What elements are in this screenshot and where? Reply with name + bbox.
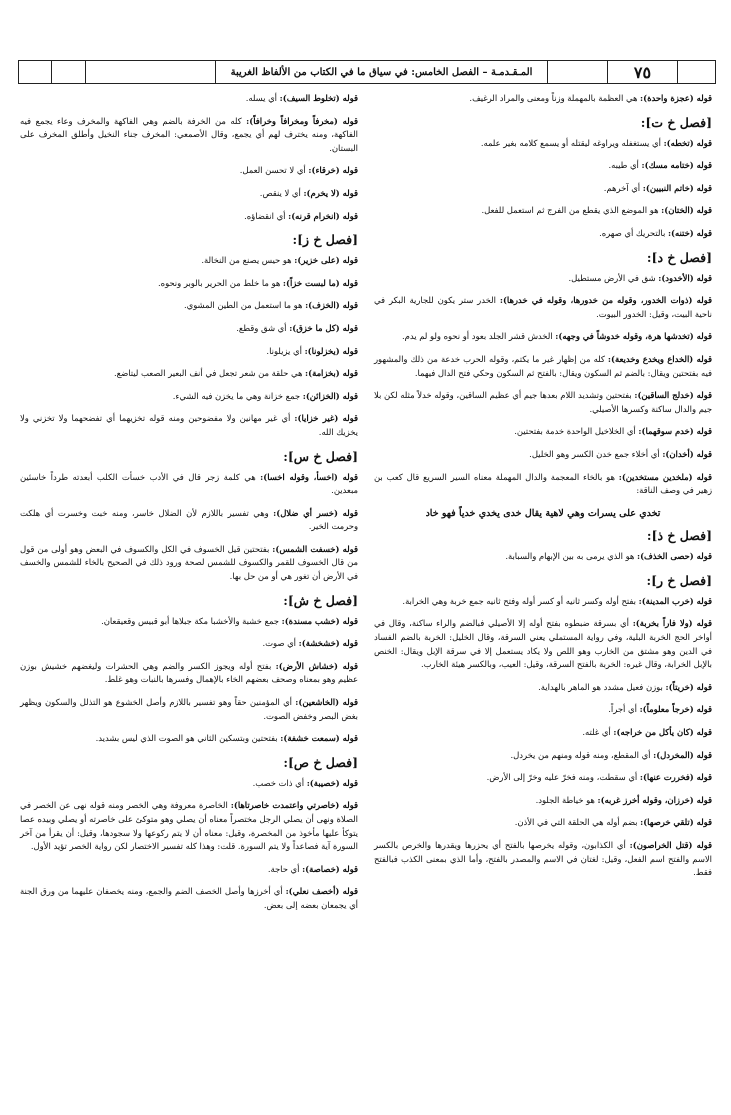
entry-headword: قوله (عجزة واحدة): [640, 93, 712, 103]
glossary-entry [20, 92, 358, 106]
glossary-entry [374, 550, 712, 564]
entry-headword: قوله (انخرام قرنه): [288, 210, 358, 221]
section-heading: [فصل خ ش]: [283, 592, 358, 608]
entry-definition: أي صوت. [262, 638, 299, 649]
entry-definition: أي يسله. [245, 93, 280, 103]
entry-headword: قوله (كل ما خزق): [289, 322, 358, 333]
entry-headword: قوله (الخاشعين): [295, 697, 358, 708]
glossary-entry [374, 137, 712, 151]
entry-headword: قوله (خدلج الساقين): [634, 390, 712, 401]
entry-definition: هي كلمة زجر قال في الأدب خسأت الكلب أبعدته طرداً خاسئين مبعدين. [20, 471, 358, 496]
entry-headword: قوله (تخطه): [663, 137, 712, 148]
entry-headword: قوله (خريتاً): [665, 681, 712, 692]
entry-headword: قوله (خرقاء): [308, 165, 358, 176]
entry-headword: قوله (خرب المدينة): [638, 595, 712, 606]
header-empty-cell [52, 61, 86, 83]
entry-definition: هو حيس يصنع من النخالة. [201, 255, 295, 266]
entry-headword: قوله (تلقي خرصها): [640, 817, 712, 828]
entry-definition: أي الكذابون، وقوله يخرصها بالفتح أي يحزرها ويقدرها والخرص بالكسر الاسم والفتح اسم الفعل، وقيل: لغتان في الاسم والمصدر بالفتح، وأما الذي بمعنى الكذب فبالفتح فقط. [374, 840, 712, 878]
glossary-entry [20, 164, 358, 178]
glossary-entry [20, 299, 358, 313]
entry-definition: الخدر ستر يكون للجارية البكر في ناحية البيت، وقيل: الخدور البيوت. [374, 295, 712, 319]
glossary-entry [374, 681, 712, 695]
entry-headword: قوله (ختامه مسك): [641, 160, 712, 171]
section-heading: [فصل خ د]: [646, 249, 712, 265]
header-empty-cell [86, 61, 216, 83]
section-heading: [فصل خ ذ]: [646, 528, 712, 544]
entry-definition: أي شق وقطع. [236, 322, 290, 333]
entry-headword: قوله (خصاصة): [302, 863, 358, 874]
entry-definition: هي حلقة من شعر تجعل في أنف البعير الصعب ليتاضع. [113, 368, 306, 379]
entry-definition: بوزن فعيل مشدد هو الماهر بالهداية. [538, 681, 666, 692]
glossary-entry [20, 660, 358, 687]
entry-headword: قوله (خشب مسندة): [281, 615, 358, 626]
glossary-entry [374, 749, 712, 763]
glossary-entry [20, 885, 358, 912]
entry-definition: أي أخرزها وأصل الخصف الضم والجمع، ومنه يخصفان عليهما من ورق الجنة أي يجمعان بعضه إلى بعض. [20, 886, 358, 910]
glossary-entry [374, 617, 712, 671]
entry-definition: أي انقضاؤه. [244, 210, 289, 221]
right-text-column [374, 92, 712, 889]
entry-headword: قوله (على خزير): [294, 255, 358, 266]
entry-definition: أي المقطع، ومنه قوله ومنهم من يخردل. [510, 749, 654, 760]
glossary-entry [20, 277, 358, 291]
entry-definition: الخاصرة معروفة وهي الخصر ومنه قوله نهى عن الخصر في الصلاة ونهى أن يصلي الرجل مختصراً معناه أن يصلي وهو متوكئ على خاصرته أو يصلي وبيده عصا يتوكأ عليها مأخوذ من المخصرة، وقيل: معناه أن لا يتم ركوعها ولا سجودها، وقيل: أن يقرأ من آخر السورة آية فصاعداً ولا يتم السورة. قلت: وهذا كله تفسير الاختصار لكن رواية الخصر تؤيد الأول. [20, 800, 358, 852]
entry-headword: قوله (الخزف): [305, 300, 358, 311]
entry-headword: قوله (الخزائن): [302, 390, 358, 401]
header-empty-cell [548, 61, 608, 83]
entry-definition: هو خياطة الجلود. [535, 794, 598, 805]
entry-headword: قوله (لا يخرم): [303, 187, 358, 198]
glossary-entry [20, 367, 358, 381]
entry-definition: أي المؤمنين حقاً وهو تفسير باللازم وأصل الخشوع هو التذلل والسكون ويظهر بغض البصر وخفض الصوت. [20, 697, 358, 721]
entry-headword: قوله (خدم سوقهما): [638, 426, 712, 437]
entry-headword: قوله (الأخدود): [658, 272, 712, 283]
section-heading: [فصل خ ص]: [283, 754, 358, 770]
entry-definition: أي لا ينقص. [259, 187, 304, 198]
entry-headword: قوله (ختنه): [667, 227, 712, 238]
glossary-entry [20, 696, 358, 723]
glossary-entry [374, 425, 712, 439]
glossary-entry [20, 507, 358, 534]
glossary-entry [20, 471, 358, 498]
glossary-entry [20, 615, 358, 629]
header-empty-cell [19, 61, 52, 83]
left-text-column [20, 92, 358, 922]
glossary-entry [374, 471, 712, 498]
entry-definition: هو بالخاء المعجمة والدال المهملة معناه السير السريع قال كعب بن زهير في وصف الناقة: [374, 471, 712, 496]
entry-definition: بضم أوله هي الحلقة التي في الأذن. [514, 817, 641, 828]
entry-definition: أي أجراً. [608, 704, 640, 715]
entry-definition: أي طيبه. [608, 160, 642, 171]
section-heading: [فصل خ س]: [283, 448, 358, 464]
entry-headword: قوله (يخزلونا): [304, 345, 358, 356]
glossary-entry [374, 771, 712, 785]
entry-headword: قوله (خشخشة): [298, 638, 358, 649]
entry-definition: أي يزيلونا. [266, 345, 305, 356]
glossary-entry [374, 330, 712, 344]
glossary-entry [20, 187, 358, 201]
entry-headword: قوله (مخرفاً ومخرافاً وخرافاً): [246, 115, 358, 126]
entry-definition: أي سقطت، ومنه فخرّ عليه وخرّ إلى الأرض. [486, 772, 640, 783]
glossary-entry [374, 389, 712, 416]
entry-definition: جمع خشبة والأخشبا مكة جبلاها أبو قبيس وقعيقعان. [101, 615, 282, 626]
glossary-entry [374, 726, 712, 740]
entry-headword: قوله (الختان): [661, 205, 712, 216]
glossary-entry [20, 254, 358, 268]
entry-headword: قوله (حصى الخذف): [636, 551, 712, 562]
entry-headword: قوله (تخلوط السيف): [279, 93, 358, 103]
header-empty-cell [678, 61, 717, 83]
entry-definition: بالتحريك أي صهره. [599, 227, 668, 238]
entry-headword: قوله (غير خزايا): [294, 413, 358, 424]
poetry-verse: تخدي على يسرات وهي لاهية يقال خدى يخدي خدياً فهو خاد [425, 507, 661, 519]
glossary-entry [20, 115, 358, 156]
entry-headword: قوله (بخزامة): [305, 368, 358, 379]
entry-headword: قوله (كان يأكل من خراجه): [613, 727, 712, 738]
entry-definition: الخدش قشر الجلد بعود أو نحوه ولو لم يدم. [401, 331, 556, 342]
glossary-entry [374, 272, 712, 286]
glossary-entry [20, 637, 358, 651]
glossary-entry [374, 448, 712, 462]
glossary-entry [20, 412, 358, 439]
entry-definition: شق في الأرض مستطيل. [568, 272, 659, 283]
entry-headword: قوله (ما لبست خزاً): [282, 277, 358, 288]
entry-definition: أي حاجة. [267, 863, 303, 874]
entry-definition: هو الموضع الذي يقطع من الفرج ثم استعمل للفعل. [481, 205, 662, 216]
entry-headword: قوله (ذوات الخدور، وقوله من خدورها، وقوله في خدرها): [499, 295, 712, 306]
entry-definition: هو الذي يرمى به بين الإبهام والسبابة. [505, 551, 637, 562]
entry-headword: قوله (الخداع ويخدع وخديعة): [607, 353, 712, 364]
glossary-entry [20, 390, 358, 404]
entry-definition: أي ذات خصب. [252, 777, 307, 788]
glossary-entry [374, 227, 712, 241]
glossary-entry [374, 92, 712, 106]
glossary-entry [20, 322, 358, 336]
entry-definition: أي غلته. [582, 727, 614, 738]
entry-definition: أي أخلاء جمع خدن الكسر وهو الخليل. [529, 448, 663, 459]
entry-headword: قوله (أخصف نعلي): [285, 886, 358, 897]
section-heading: [فصل خ ر]: [646, 572, 712, 588]
glossary-entry [374, 294, 712, 321]
glossary-entry [374, 159, 712, 173]
section-heading: [فصل خ ز]: [292, 232, 358, 248]
glossary-entry [20, 543, 358, 584]
entry-definition: بفتح أوله ويجوز الكسر والضم وهي الحشرات وليغضهم خشيش بوزن عظيم وهو بمعناه وصحف بعضهم الخاء بالإهمال وفسرها بالنبات وهو غلط. [20, 660, 358, 685]
entry-definition: أي غير مهانين ولا مفضوحين ومنه قوله تخزيهما أي تفضحهما ولا تخزني ولا يخزيك الله. [20, 413, 358, 437]
entry-headword: قوله (اخسأ، وقوله اخسا): [260, 471, 358, 482]
entry-definition: بفتح أوله وكسر ثانيه أو كسر أوله وفتح ثانيه جمع خربة وهي الخرابة. [402, 595, 639, 606]
entry-headword: قوله (سمعت خشفة): [280, 733, 358, 744]
entry-headword: قوله (خرجاً معلوماً): [639, 704, 712, 715]
glossary-entry [20, 732, 358, 746]
running-title: المـقـدمـة – الفصل الخامس: في سياق ما في الكتاب من الألفاظ الغريبة [230, 66, 533, 78]
entry-definition: وهي تفسير باللازم لأن الضلال خاسر، ومنه خبت وخسرت أي هلكت وحرمت الخير. [20, 507, 358, 532]
entry-definition: أي لا تحسن العمل. [239, 165, 309, 176]
entry-headword: قوله (خشاش الأرض): [275, 660, 358, 671]
glossary-entry [374, 204, 712, 218]
page-number: ٧٥ [633, 62, 652, 82]
entry-headword: قوله (خسر أي ضلال): [273, 507, 359, 518]
entry-headword: قوله (خصيبة): [306, 777, 358, 788]
glossary-entry [374, 839, 712, 880]
entry-definition: أي آخرهم. [603, 182, 643, 193]
glossary-entry [20, 777, 358, 791]
glossary-entry [20, 345, 358, 359]
entry-definition: بفتحتين قيل الخسوف في الكل والكسوف في البعض وهو أولى من قول من قال الخسوف للقمر والكسوف للشمس لصحة ورود ذلك في الصحيح بالخاء للشمس والخسف في الأرض أن تغور هي أو من حل بها. [20, 543, 358, 582]
entry-headword: قوله (خرزان، وقوله أخرز غربه): [597, 794, 712, 805]
entry-definition: هو ما استعمل من الطين المشوي. [183, 300, 306, 311]
glossary-entry [374, 816, 712, 830]
header-page-number-cell [608, 61, 678, 83]
entry-headword: قوله (تخدشها هرة، وقوله خدوشاً في وجهه): [555, 331, 712, 342]
entry-definition: هي العظمة بالمهملة وزناً ومعنى والمراد الرغيف. [469, 93, 641, 103]
entry-headword: قوله (المخردل): [653, 749, 712, 760]
section-heading: [فصل خ ت]: [640, 114, 712, 130]
entry-definition: هو ما خلط من الحرير بالوبر ونحوه. [158, 277, 283, 288]
glossary-entry [20, 799, 358, 853]
entry-definition: أي يستغفله ويراوغه ليقتله أو يسمع كلامه بغير علمه. [480, 137, 664, 148]
glossary-entry [374, 794, 712, 808]
entry-definition: بفتحتين وبتسكين الثاني هو الصوت الذي ليس بشديد. [95, 733, 281, 744]
glossary-entry [20, 863, 358, 877]
entry-headword: قوله (خسفت الشمس): [272, 543, 359, 554]
entry-headword: قوله (أخدان): [662, 448, 712, 459]
entry-definition: بفتحتين وتشديد اللام بعدها جيم أي عظيم الساقين، وقوله خدلاً مثله لكن بلا جيم والدال ساكنة وكسرها الأصيلي. [374, 390, 712, 414]
entry-headword: قوله (ملخدين مستخدين): [618, 471, 713, 482]
glossary-entry [374, 353, 712, 380]
entry-headword: قوله (قتل الخراصون): [629, 840, 712, 850]
glossary-entry [20, 210, 358, 224]
entry-headword: قوله (خاتم النبيين): [642, 182, 712, 193]
entry-definition: أي بسرقة ضبطوه بفتح أوله إلا الأصيلي فبالضم والراء ساكنة، وقال في أواخر الحج الخربة البلية، وفي رواية المستملي يعني السرقة، وقال الخليل: الخربة بالضم الفساد في الدين وهو مشتق من الخارب وهو اللص ولا يكاد يستعمل إلا في سرقة الإبل ويقال: الخنص بالإبل الخرابة، وقال غيره: الخربة بالفتح السرقة، وقيل: العيب، وبالكسر هيئة الخارب. [374, 618, 712, 670]
entry-headword: قوله (خاصرتي واعتمدت خاصرتاها): [230, 800, 358, 811]
glossary-entry [374, 182, 712, 196]
entry-definition: كله من الخرفة بالضم وهي الفاكهة والمخرف وعاء يجمع فيه الفاكهة، ومنه يخترف لهم أي يجمع، وقال الأصمعي: المخرف جناء النخيل وأطلق المخرف على البستان. [20, 115, 358, 153]
entry-definition: كله من إظهار غير ما يكتم، وقوله الحرب خدعة من ذلك والمشهور فيه بفتحتين ويقال: بالضم ثم السكون ويقال: بالفتح ثم السكون وحكي فتح الدال فيهما. [374, 353, 712, 378]
page-header [18, 60, 716, 84]
header-title-cell [216, 61, 548, 83]
entry-headword: قوله (ولا فاراً بخربة): [632, 618, 712, 629]
glossary-entry [374, 595, 712, 609]
entry-headword: قوله (فخررت عنها): [639, 772, 712, 783]
entry-definition: جمع خزانة وهي ما يخزن فيه الشيء. [172, 390, 303, 401]
entry-definition: أي الخلاخيل الواحدة خدمة بفتحتين. [514, 426, 639, 437]
glossary-entry [374, 703, 712, 717]
